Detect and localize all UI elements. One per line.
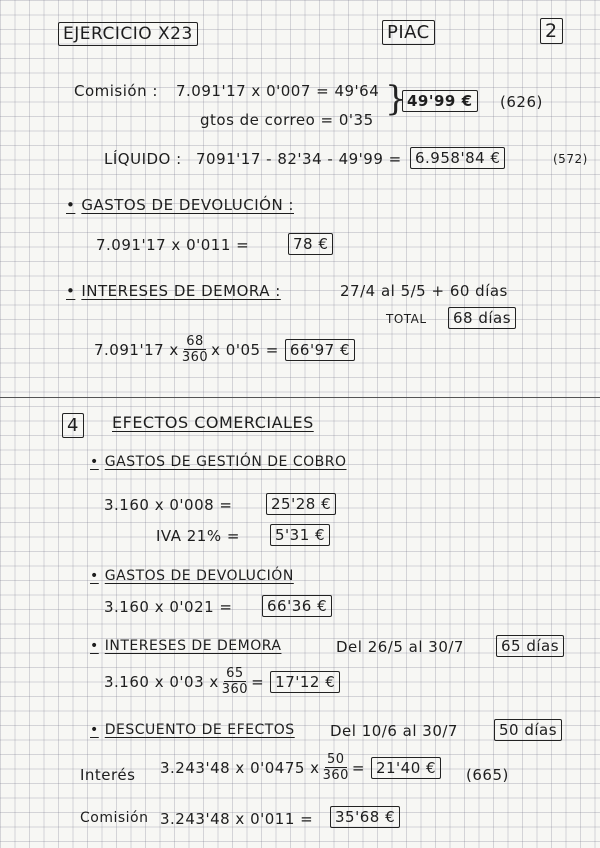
fraction-denominator: 360 xyxy=(181,350,209,365)
descuento-title: • DESCUENTO DE EFECTOS xyxy=(90,722,295,738)
interes-result: 21'40 € xyxy=(371,757,441,779)
gestion-cobro-result: 25'28 € xyxy=(266,493,336,515)
fraction-denominator: 360 xyxy=(221,682,249,697)
fraction-denominator: 360 xyxy=(322,768,349,783)
total-label: TOTAL xyxy=(386,312,427,326)
comision-ref: (626) xyxy=(500,93,543,111)
fraction xyxy=(222,666,248,697)
devolucion-title: • GASTOS DE DEVOLUCIÓN xyxy=(90,568,294,584)
intereses-demora-calc xyxy=(94,334,355,365)
fraction xyxy=(182,334,208,365)
comision-result-2: 35'68 € xyxy=(330,806,400,828)
descuento-period: Del 10/6 al 30/7 xyxy=(330,722,458,740)
comision-calc-2: 3.243'48 x 0'011 = xyxy=(160,810,314,828)
gastos-devolucion-title: • GASTOS DE DEVOLUCIÓN : xyxy=(66,196,294,214)
devolucion-calc: 3.160 x 0'021 = xyxy=(104,598,233,616)
demora-calc xyxy=(104,666,340,697)
equals: = xyxy=(351,758,365,777)
total-days: 68 días xyxy=(448,307,516,329)
demora-period: Del 26/5 al 30/7 xyxy=(336,638,464,656)
intereses-demora-period: 27/4 al 5/5 + 60 días xyxy=(340,282,508,300)
liquido-ref: (572) xyxy=(553,152,588,166)
interes-calc xyxy=(160,752,441,783)
liquido-total: 6.958'84 € xyxy=(410,147,505,169)
intereses-demora-title: • INTERESES DE DEMORA : xyxy=(66,282,281,300)
liquido-label: LÍQUIDO : xyxy=(104,150,182,168)
demora-result: 17'12 € xyxy=(270,671,340,693)
iva-calc: IVA 21% = xyxy=(156,527,240,545)
equals: = xyxy=(251,672,265,691)
calc-right: x 0'05 = xyxy=(211,340,279,359)
fraction-numerator: 65 xyxy=(226,666,244,681)
section-divider xyxy=(0,397,600,398)
gastos-devolucion-calc: 7.091'17 x 0'011 = xyxy=(96,236,250,254)
calc-left: 3.160 x 0'03 x xyxy=(104,672,219,691)
calc-left: 7.091'17 x xyxy=(94,340,179,359)
intereses-demora-result: 66'97 € xyxy=(285,339,355,361)
subject-label: PIAC xyxy=(382,20,435,45)
comision-total: 49'99 € xyxy=(402,90,478,112)
exercise-title: EJERCICIO X23 xyxy=(58,22,198,46)
demora-title: • INTERESES DE DEMORA xyxy=(90,638,281,654)
comision-label: Comisión : xyxy=(74,82,158,100)
demora-days: 65 días xyxy=(496,635,564,657)
brace: } xyxy=(385,79,407,119)
liquido-calc: 7091'17 - 82'34 - 49'99 = xyxy=(196,150,402,168)
comision-label-2: Comisión xyxy=(80,810,149,826)
section-title: EFECTOS COMERCIALES xyxy=(112,413,314,432)
gastos-correo: gtos de correo = 0'35 xyxy=(200,111,374,129)
fraction-numerator: 50 xyxy=(326,752,345,767)
descuento-days: 50 días xyxy=(494,719,562,741)
iva-result: 5'31 € xyxy=(270,524,330,546)
section-number: 4 xyxy=(62,413,84,438)
fraction xyxy=(323,752,349,783)
calc-left: 3.243'48 x 0'0475 x xyxy=(160,758,320,777)
fraction-numerator: 68 xyxy=(186,334,204,349)
interes-label: Interés xyxy=(80,766,136,784)
page-number: 2 xyxy=(540,18,563,44)
comision-calc: 7.091'17 x 0'007 = 49'64 xyxy=(176,82,380,100)
gestion-cobro-title: • GASTOS DE GESTIÓN DE COBRO xyxy=(90,454,347,470)
interes-ref: (665) xyxy=(466,766,509,784)
gastos-devolucion-result: 78 € xyxy=(288,233,333,255)
gestion-cobro-calc: 3.160 x 0'008 = xyxy=(104,496,233,514)
devolucion-result: 66'36 € xyxy=(262,595,332,617)
